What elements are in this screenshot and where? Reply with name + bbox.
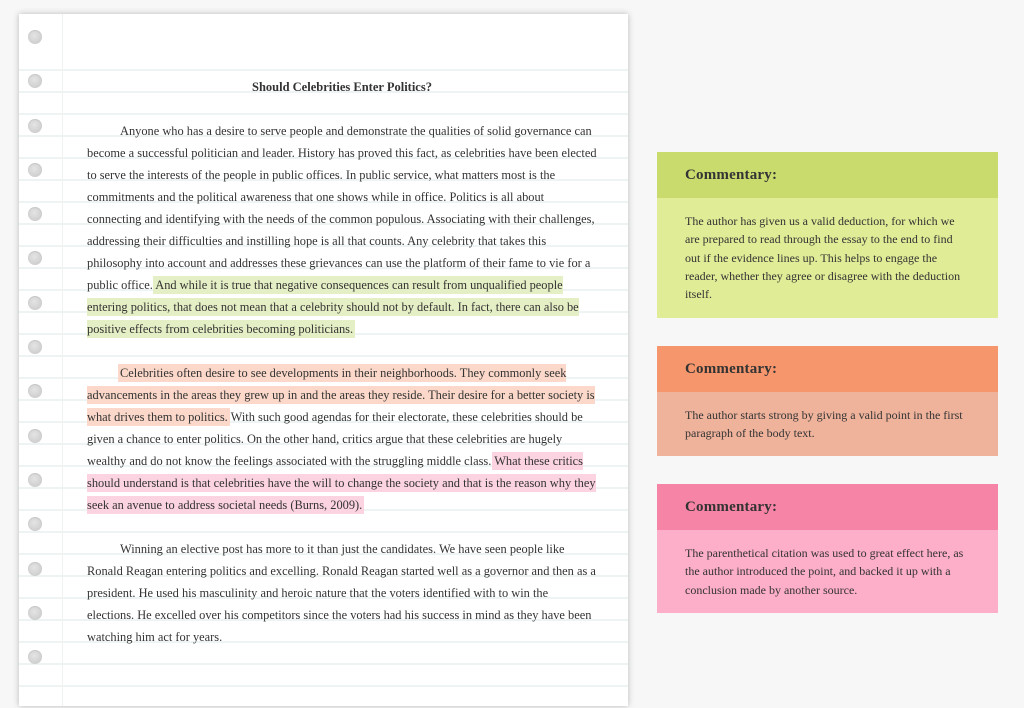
commentary-heading: Commentary: [657,346,998,392]
binder-hole-icon [28,473,42,487]
binder-hole-icon [28,384,42,398]
commentary-text: The parenthetical citation was used to great effect here, as the author introduced the point, and backed it up with a conclusion made by another source. [657,530,998,613]
commentary-heading: Commentary: [657,484,998,530]
binder-hole-icon [28,74,42,88]
paragraph-text: Anyone who has a desire to serve people and demonstrate the qualities of solid governance can become a successful politician and leader. History has proved this fact, as celebrities have been elected to serve the interests of the people in public offices. In public service, what matters most is the commitments and the political awareness that one shows while in office. Politics is all about connecting and identifying with the needs of the common populous. Associating with their challenges, addressing their difficulties and instilling hope is all that counts. Any celebrity that takes this philosophy into account and addresses these grievances can use the platform of their fame to vie for a public office. [87,124,597,292]
commentary-card-orange [657,346,998,456]
binder-hole-icon [28,251,42,265]
binder-hole-icon [28,429,42,443]
binder-hole-icon [28,163,42,177]
paragraph-text: Winning an elective post has more to it than just the candidates. We have seen people like Ronald Reagan entering politics and excelling. Ronald Reagan started well as a governor and then as a president. He used his masculinity and heroic nature that the voters identified with to win the elections. He excelled over his competitors since the voters had his success in mind as they have been watching him act for years. [87,542,596,644]
commentary-text: The author has given us a valid deduction, for which we are prepared to read through the essay to the end to find out if the evidence lines up. This helps to engage the reader, whether they agree or disagree with the deduction itself. [657,198,998,318]
binder-hole-icon [28,562,42,576]
highlight-green-thesis[interactable]: And while it is true that negative consequences can result from unqualified people entering politics, that does not mean that a celebrity should not by default. In fact, there can also be positive effects from celebrities becoming politicians. [87,278,579,336]
highlight-pink-citation[interactable]: What these critics should understand is that celebrities have the will to change the society and that is the reason why they seek an avenue to address societal needs (Burns, 2009). [87,454,596,512]
commentary-heading: Commentary: [657,152,998,198]
commentary-text: The author starts strong by giving a valid point in the first paragraph of the body text. [657,392,998,456]
essay-body [87,76,597,670]
paragraph-text: With such good agendas for their electorate, these celebrities should be given a chance to enter politics. On the other hand, critics argue that these celebrities are hugely wealthy and do not know the feelings associated with the struggling middle class. [87,410,583,468]
essay-paragraph-1 [87,120,597,340]
binder-hole-icon [28,207,42,221]
margin-line [62,14,63,706]
notebook-paper [19,14,628,706]
binder-hole-icon [28,30,42,44]
essay-paragraph-3 [87,538,597,648]
binder-hole-icon [28,340,42,354]
paper-header-area [19,14,628,69]
commentary-card-green [657,152,998,318]
binder-hole-icon [28,650,42,664]
commentary-card-pink [657,484,998,613]
highlight-orange-topic-sentence[interactable]: Celebrities often desire to see developments in their neighborhoods. They commonly seek advancements in the areas they grew up in and the areas they reside. Their desire for a better society is what drives them to politics. [87,366,595,424]
binder-hole-icon [28,119,42,133]
binder-hole-icon [28,296,42,310]
binder-hole-icon [28,606,42,620]
essay-paragraph-2 [87,362,597,516]
essay-title: Should Celebrities Enter Politics? [252,80,432,94]
binder-hole-icon [28,517,42,531]
